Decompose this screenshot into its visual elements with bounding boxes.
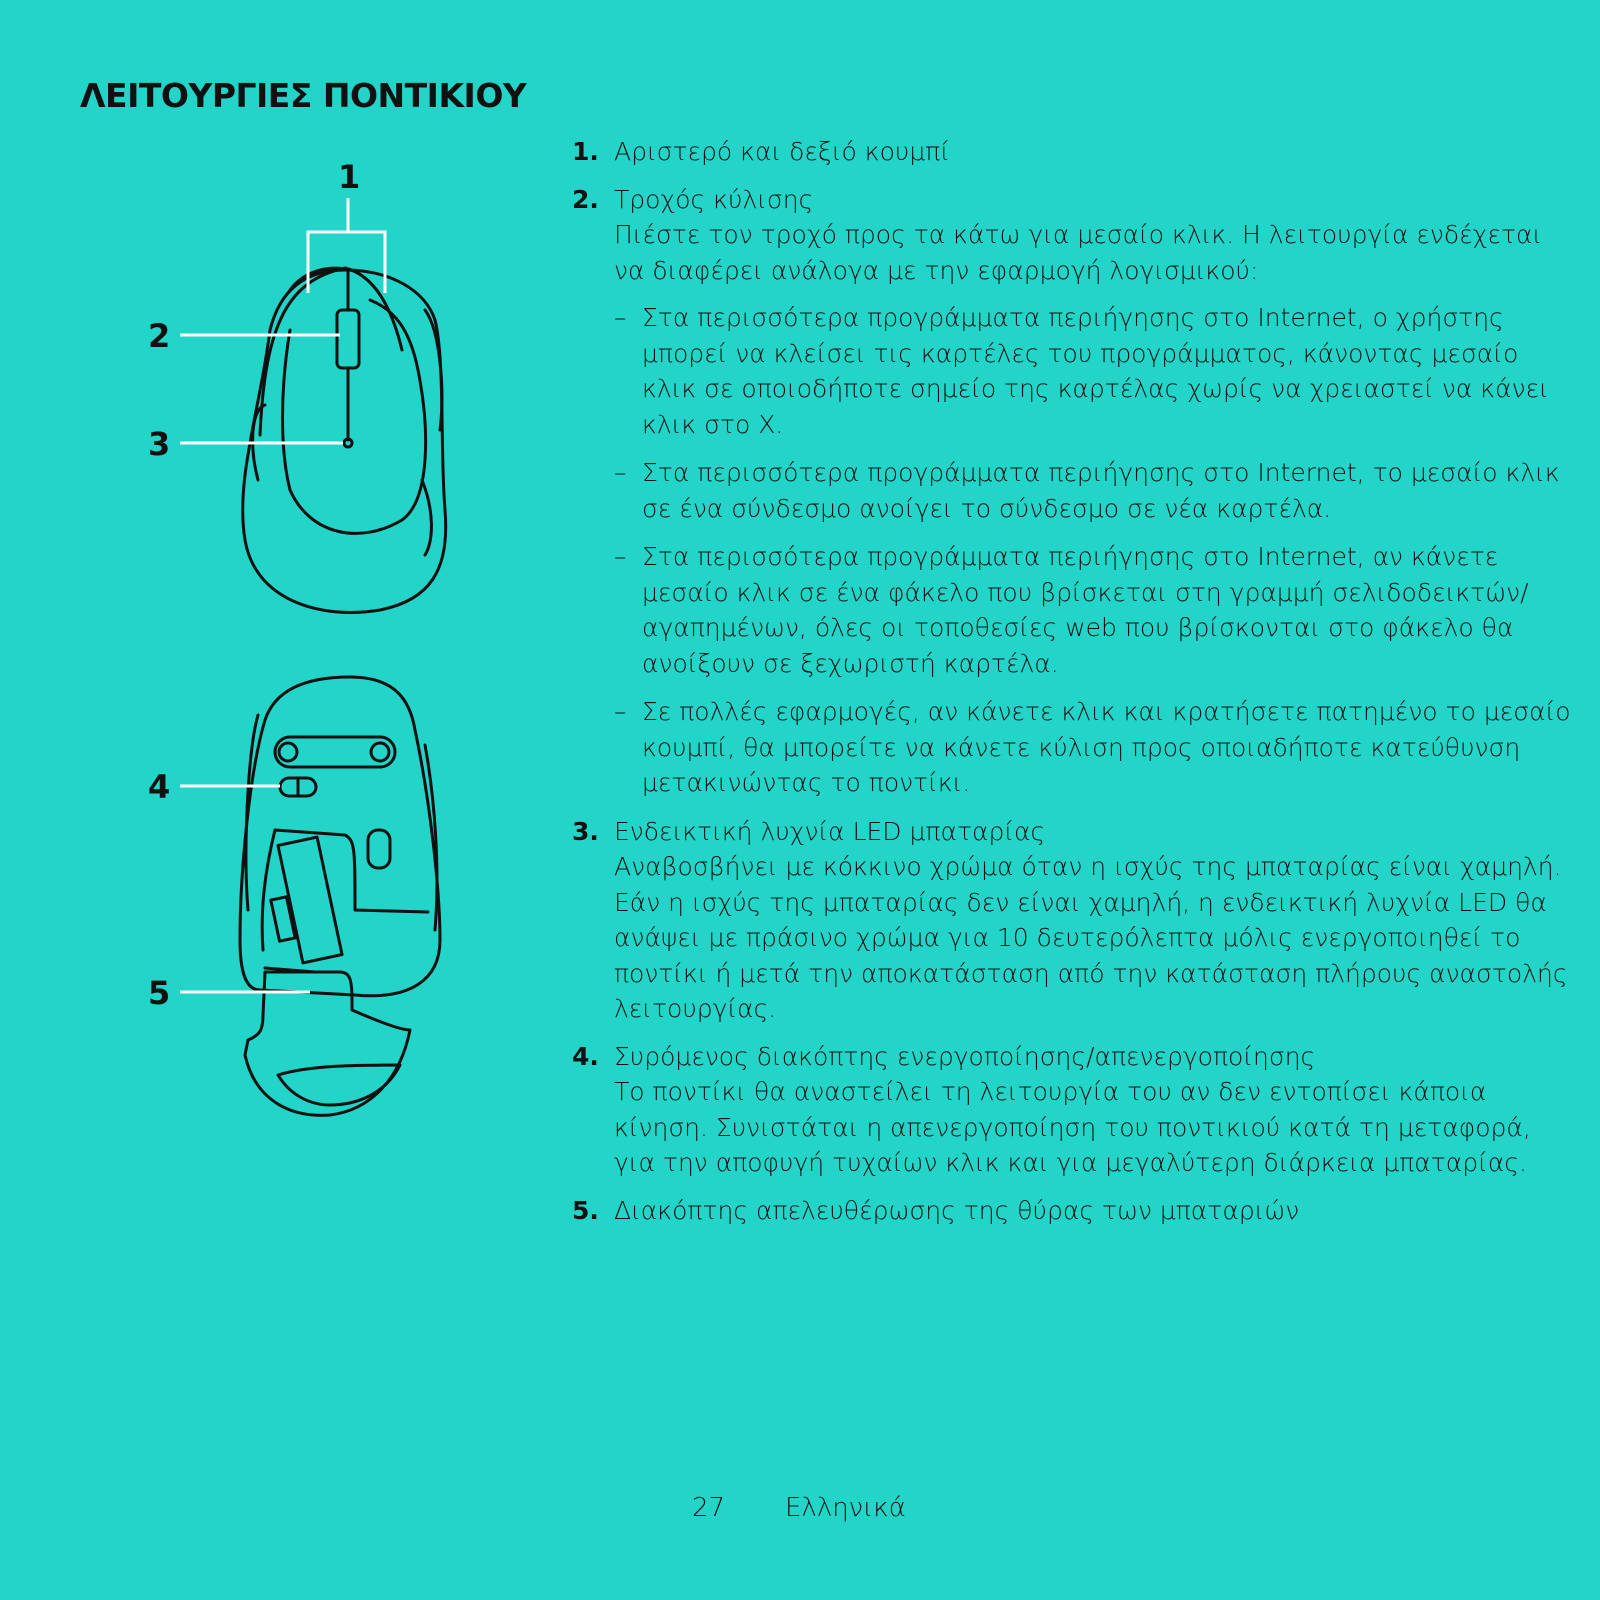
- bullet-dash: –: [614, 458, 627, 487]
- language-label: Ελληνικά: [785, 1493, 906, 1523]
- item-title: Ενδεικτική λυχνία LED μπαταρίας: [614, 816, 1046, 846]
- feature-item-3: [572, 814, 1572, 1027]
- item-number: 5.: [572, 1195, 599, 1225]
- bullet-text: Στα περισσότερα προγράμματα περιήγησης στο Internet, το μεσαίο κλικ σε ένα σύνδεσμο ανοίγει το σύνδεσμο σε νέα καρτέλα.: [642, 458, 1560, 523]
- item-title: Συρόμενος διακόπτης ενεργοποίησης/απενεργοποίησης: [614, 1041, 1316, 1071]
- item-description: Το ποντίκι θα αναστείλει τη λειτουργία του αν δεν εντοπίσει κάποια κίνηση. Συνιστάται η απενεργοποίηση του ποντικιού κατά τη μεταφορά, για την αποφυγή τυχαίων κλικ και για μεγαλύτερη διάρκεια μπαταρίας.: [614, 1077, 1531, 1177]
- callout-number-2: 2: [148, 317, 171, 355]
- bullet-dash: –: [614, 303, 627, 332]
- bullet-list: [614, 300, 1572, 801]
- bullet-text: Στα περισσότερα προγράμματα περιήγησης στο Internet, αν κάνετε μεσαίο κλικ σε ένα φάκελο που βρίσκεται στη γραμμή σελιδοδεικτών/αγαπημένων, όλες οι τοποθεσίες web που βρίσκονται στο φάκελο θα ανοίξουν σε ξεχωριστή καρτέλα.: [642, 542, 1529, 678]
- bullet-dash: –: [614, 542, 627, 571]
- callout-number-5: 5: [148, 974, 171, 1012]
- item-title: Διακόπτης απελευθέρωσης της θύρας των μπαταριών: [614, 1195, 1300, 1225]
- callout-number-4: 4: [148, 768, 171, 806]
- callout-number-3: 3: [148, 425, 171, 463]
- item-title: Τροχός κύλισης: [614, 184, 814, 214]
- feature-item-1: [572, 134, 1572, 170]
- bullet-item: [614, 539, 1572, 681]
- page-number: 27: [692, 1493, 726, 1523]
- feature-item-4: [572, 1039, 1572, 1181]
- item-description: Πιέστε τον τροχό προς τα κάτω για μεσαίο κλικ. Η λειτουργία ενδέχεται να διαφέρει ανάλογα με την εφαρμογή λογισμικού:: [614, 220, 1543, 285]
- callout-number-1: 1: [338, 158, 361, 196]
- feature-item-2: [572, 182, 1572, 801]
- page-title: ΛΕΙΤΟΥΡΓΙΕΣ ΠΟΝΤΙΚΙΟΥ: [80, 76, 527, 115]
- bullet-dash: –: [614, 697, 627, 726]
- bullet-text: Στα περισσότερα προγράμματα περιήγησης στο Internet, ο χρήστης μπορεί να κλείσει τις καρτέλες του προγράμματος, κάνοντας μεσαίο κλικ σε οποιοδήποτε σημείο της καρτέλας χωρίς να χρειαστεί να κάνει κλικ στο X.: [642, 303, 1549, 439]
- item-title: Αριστερό και δεξιό κουμπί: [614, 137, 951, 166]
- item-description: Αναβοσβήνει με κόκκινο χρώμα όταν η ισχύς της μπαταρίας είναι χαμηλή. Εάν η ισχύς της μπαταρίας δεν είναι χαμηλή, η ενδεικτική λυχνία LED θα ανάψει με πράσινο χρώμα για 10 δευτερόλεπτα μόλις ενεργοποιηθεί το ποντίκι ή μετά την αποκατάσταση από την κατάσταση πλήρους αναστολής λειτουργίας.: [614, 852, 1568, 1023]
- item-number: 1.: [572, 137, 599, 166]
- bullet-item: [614, 694, 1572, 801]
- mouse-diagram: [140, 150, 480, 1190]
- features-list: [572, 134, 1572, 1240]
- feature-item-5: [572, 1193, 1572, 1229]
- mouse-bottom-view: [240, 677, 440, 1115]
- bullet-item: [614, 300, 1572, 442]
- bullet-item: [614, 455, 1572, 526]
- bullet-text: Σε πολλές εφαρμογές, αν κάνετε κλικ και κρατήσετε πατημένο το μεσαίο κουμπί, θα μπορείτε να κάνετε κύλιση προς οποιαδήποτε κατεύθυνση μετακινώντας το ποντίκι.: [642, 697, 1571, 797]
- mouse-figure: [140, 150, 480, 1190]
- item-number: 4.: [572, 1041, 599, 1071]
- mouse-top-view: [243, 268, 446, 612]
- item-number: 2.: [572, 184, 599, 214]
- item-number: 3.: [572, 816, 599, 846]
